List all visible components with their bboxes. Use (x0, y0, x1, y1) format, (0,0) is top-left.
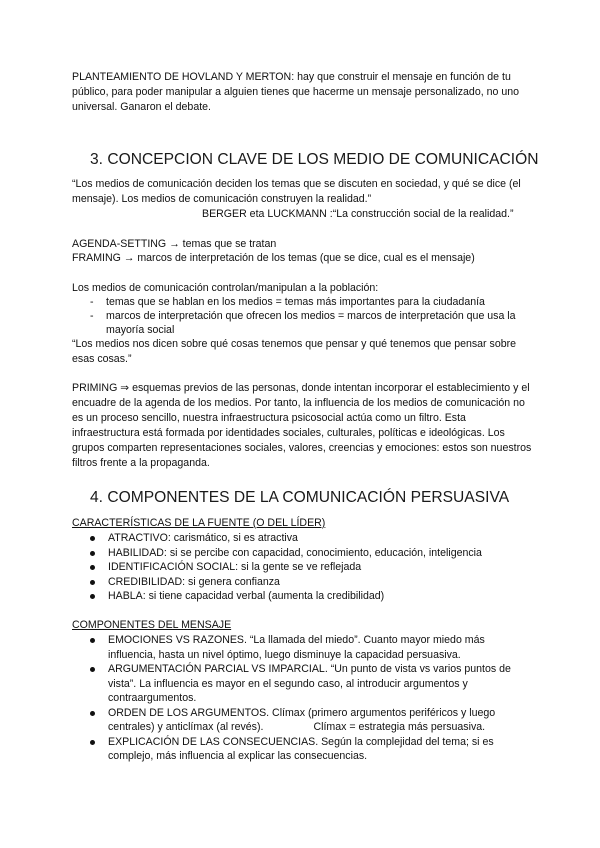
list-item: CREDIBILIDAD: si genera confianza (90, 575, 530, 590)
fuente-subheading: CARACTERÍSTICAS DE LA FUENTE (O DEL LÍDER) (72, 517, 326, 529)
section-4-heading: 4. COMPONENTES DE LA COMUNICACIÓN PERSUASIVA (90, 489, 510, 506)
framing-line: FRAMING → marcos de interpretación de los temas (que se dice, cual es el mensaje) (72, 252, 475, 264)
media-quote: “Los medios de comunicación deciden los temas que se discuten en sociedad, y qué se dice (el mensaje). Los medios de comunicación construyen la realidad.” (72, 178, 521, 205)
list-item: ARGUMENTACIÓN PARCIAL VS IMPARCIAL. “Un punto de vista vs varios puntos de vista”. La influencia es mayor en el segundo caso, al introducir argumentos y contraargumentos. (90, 662, 530, 706)
agenda-setting-line: AGENDA-SETTING → temas que se tratan (72, 238, 277, 250)
list-item: HABILIDAD: si se percibe con capacidad, conocimiento, educación, inteligencia (90, 546, 530, 561)
control-list (90, 295, 532, 337)
list-item: - temas que se hablan en los medios = temas más importantes para la ciudadanía (90, 295, 532, 309)
section-3-heading: 3. CONCEPCION CLAVE DE LOS MEDIO DE COMUNICACIÓN (90, 151, 539, 168)
media-quote-2: “Los medios nos dicen sobre qué cosas tenemos que pensar y qué tenemos que pensar sobre esas cosas.” (72, 338, 517, 365)
bullet-icon (90, 638, 95, 643)
bullet-icon (90, 740, 95, 745)
list-item: ATRACTIVO: carismático, si es atractiva (90, 531, 530, 546)
fuente-list (90, 531, 530, 604)
bullet-icon (90, 711, 95, 716)
list-item: EXPLICACIÓN DE LAS CONSECUENCIAS. Según la complejidad del tema; si es complejo, más influencia al explicar las consecuencias. (90, 735, 530, 764)
list-item: EMOCIONES VS RAZONES. “La llamada del miedo”. Cuanto mayor miedo más influencia, hasta un nivel óptimo, luego disminuye la capacidad persuasiva. (90, 633, 530, 662)
planteamiento-paragraph: PLANTEAMIENTO DE HOVLAND Y MERTON: hay que construir el mensaje en función de tu público, para poder manipular a alguien tienes que hacerme un mensaje personalizado, no uno universal. Ganaron el debate. (72, 71, 520, 113)
bullet-icon (90, 536, 95, 541)
control-intro: Los medios de comunicación controlan/manipulan a la población: (72, 282, 379, 294)
priming-paragraph: PRIMING ⇒ esquemas previos de las personas, donde intentan incorporar el establecimiento y el encuadre de la agenda de los medios. Por tanto, la influencia de los medios de comunicación no es un proceso sencillo, nuestra infraestructura psicosocial actúa como un filtro. Esta infraestructura está formada por identidades sociales, culturales, políticas e ideológicas. Los grupos comparten representaciones sociales, valores, creencias y emociones: estos son nuestros filtros frente a la propaganda. (72, 382, 532, 469)
list-item: ORDEN DE LOS ARGUMENTOS. Clímax (primero argumentos periféricos y luego centrales) y anticlímax (al revés). Clímax = estrategia más persuasiva. (90, 706, 530, 735)
quote-source: BERGER eta LUCKMANN :“La construcción social de la realidad.” (202, 208, 514, 220)
list-item: HABLA: si tiene capacidad verbal (aumenta la credibilidad) (90, 589, 530, 604)
bullet-icon (90, 551, 95, 556)
bullet-icon (90, 580, 95, 585)
bullet-icon (90, 565, 95, 570)
bullet-icon (90, 594, 95, 599)
bullet-icon (90, 667, 95, 672)
mensaje-list (90, 633, 530, 764)
list-item: IDENTIFICACIÓN SOCIAL: si la gente se ve reflejada (90, 560, 530, 575)
mensaje-subheading: COMPONENTES DEL MENSAJE (72, 619, 232, 631)
list-item: - marcos de interpretación que ofrecen los medios = marcos de interpretación que usa la mayoría social (90, 309, 532, 337)
